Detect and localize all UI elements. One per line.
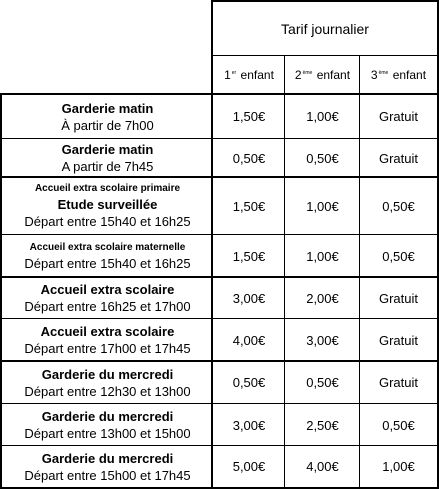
row-label-detail: Départ entre 15h40 et 16h25	[24, 214, 191, 229]
table-row-label	[2, 319, 213, 361]
column-header-2-word: enfant	[316, 68, 351, 82]
grid-line	[211, 55, 439, 56]
row-label-title: Accueil extra scolaire maternelle	[29, 241, 186, 253]
price-value: 0,50€	[382, 417, 415, 433]
grid-line	[0, 445, 439, 446]
price-value: 1,50€	[232, 109, 266, 124]
table-row-label	[2, 277, 213, 319]
row-label-title: Accueil extra scolaire	[40, 324, 175, 339]
price-cell	[360, 235, 437, 277]
price-value: 4,00€	[306, 459, 339, 474]
price-value: 1,00€	[306, 109, 339, 124]
row-label-subtitle: Etude surveillée	[57, 197, 158, 212]
column-header-1	[213, 56, 285, 94]
table-row-label	[2, 235, 213, 277]
row-label-title: Garderie du mercredi	[41, 366, 174, 382]
table-row-label	[2, 361, 213, 404]
row-label-detail: À partir de 7h00	[61, 117, 154, 133]
grid-line	[0, 234, 439, 235]
table-row-label	[2, 94, 213, 139]
row-label-title: Accueil extra scolaire primaire	[34, 183, 181, 194]
price-cell	[213, 94, 285, 139]
price-cell	[285, 404, 360, 446]
price-cell	[360, 139, 437, 177]
price-value: Gratuit	[378, 332, 418, 348]
price-cell	[213, 177, 285, 235]
row-label-title: Garderie du mercredi	[41, 450, 174, 466]
column-header-1-word: enfant	[240, 68, 274, 82]
price-value: 0,50€	[306, 150, 339, 166]
column-header-3-num: 3	[370, 68, 378, 82]
price-value: 1,00€	[306, 198, 339, 214]
price-value: 0,50€	[382, 248, 415, 264]
grid-line	[0, 176, 439, 178]
price-cell	[213, 319, 285, 361]
price-value: 0,50€	[232, 375, 266, 390]
price-value: 2,50€	[306, 417, 339, 433]
price-value: 4,00€	[232, 332, 266, 348]
price-cell	[360, 361, 437, 404]
grid-line	[0, 318, 439, 319]
price-cell	[213, 277, 285, 319]
price-value: 3,00€	[306, 332, 339, 348]
price-cell	[285, 177, 360, 235]
grid-line	[0, 93, 439, 95]
table-row-label	[2, 177, 213, 235]
price-value: Gratuit	[378, 290, 418, 306]
price-value: Gratuit	[378, 375, 418, 390]
column-header-1-num: 1	[224, 68, 231, 82]
price-cell	[213, 235, 285, 277]
price-cell	[285, 319, 360, 361]
price-value: Gratuit	[378, 109, 418, 124]
price-value: 1,00€	[306, 248, 339, 264]
price-cell	[285, 277, 360, 319]
price-value: 3,00€	[232, 290, 266, 306]
price-value: 2,00€	[306, 290, 339, 306]
grid-line	[359, 56, 360, 489]
price-value: 1,50€	[232, 198, 266, 214]
column-header-3-sup: ème	[378, 70, 389, 76]
grid-line	[0, 94, 2, 489]
column-header-2	[285, 56, 360, 94]
row-label-detail: Départ entre 15h00 et 17h45	[24, 467, 191, 483]
price-cell	[285, 361, 360, 404]
column-header-3-word: enfant	[392, 68, 427, 82]
price-value: 3,00€	[232, 417, 266, 433]
price-cell	[213, 139, 285, 177]
grid-line	[284, 56, 285, 489]
column-header-3	[360, 56, 437, 94]
grid-line	[0, 138, 439, 139]
price-cell	[360, 319, 437, 361]
row-label-detail: Départ entre 15h40 et 16h25	[24, 255, 191, 271]
price-value: 0,50€	[382, 198, 415, 214]
price-value: Gratuit	[378, 150, 418, 166]
row-label-detail: Départ entre 17h00 et 17h45	[24, 341, 191, 356]
row-label-title: Garderie du mercredi	[41, 409, 174, 424]
grid-line	[0, 276, 439, 278]
table-row-label	[2, 404, 213, 446]
row-label-title: Accueil extra scolaire	[40, 282, 175, 297]
price-cell	[213, 404, 285, 446]
price-cell	[285, 94, 360, 139]
column-header-2-sup: ème	[302, 70, 313, 76]
row-label-title: Garderie matin	[61, 100, 154, 116]
row-label-detail: Départ entre 16h25 et 17h00	[24, 299, 191, 314]
price-cell	[285, 139, 360, 177]
price-value: 1,50€	[232, 248, 266, 264]
price-cell	[213, 446, 285, 487]
grid-line	[211, 0, 213, 489]
tarif-header-title	[213, 2, 437, 56]
price-cell	[360, 94, 437, 139]
price-cell	[285, 446, 360, 487]
price-cell	[360, 404, 437, 446]
column-header-2-num: 2	[294, 68, 302, 82]
tarif-header-title-text: Tarif journalier	[281, 21, 369, 37]
grid-line	[0, 360, 439, 362]
price-value: 0,50€	[306, 375, 339, 390]
price-value: 5,00€	[232, 459, 266, 474]
price-value: 1,00€	[382, 459, 415, 474]
row-label-detail: Départ entre 13h00 et 15h00	[24, 426, 191, 441]
table-row-label	[2, 139, 213, 177]
row-label-title: Garderie matin	[61, 142, 154, 157]
price-value: 0,50€	[232, 150, 266, 166]
price-cell	[213, 361, 285, 404]
price-cell	[360, 277, 437, 319]
grid-line	[211, 0, 439, 2]
price-cell	[360, 177, 437, 235]
table-row-label	[2, 446, 213, 487]
grid-line	[0, 403, 439, 404]
price-cell	[360, 446, 437, 487]
row-label-detail: A partir de 7h45	[61, 159, 154, 174]
row-label-detail: Départ entre 12h30 et 13h00	[24, 383, 191, 399]
price-cell	[285, 235, 360, 277]
column-header-1-sup: er	[231, 70, 237, 76]
